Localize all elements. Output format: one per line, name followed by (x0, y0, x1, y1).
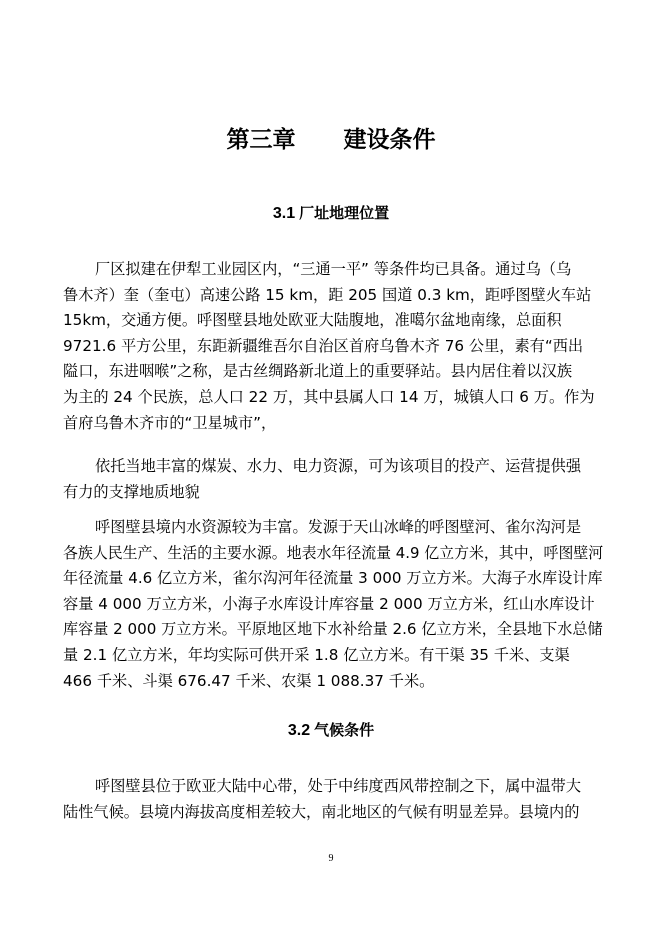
page-number: 9 (328, 853, 334, 864)
text-line: 依托当地丰富的煤炭、水力、电力资源，可为该项目的投产、运营提供强 (95, 457, 581, 475)
paragraph-water-resources (63, 515, 603, 694)
text-line: 为主的 24 个民族，总人口 22 万，其中县属人口 14 万，城镇人口 6 万。作为 (63, 387, 595, 406)
text-line: 量 2.1 亿立方米，年均实际可供开采 1.8 亿立方米。有干渠 35 千米、支渠 (63, 645, 570, 664)
paragraph-climate (63, 774, 603, 825)
section-number: 3.1 (272, 205, 296, 222)
text-line: 9721.6 平方公里，东距新疆维吾尔自治区首府乌鲁木齐 76 公里，素有“西出 (63, 336, 584, 355)
paragraph-site-location (63, 257, 603, 436)
text-line: 容量 4 000 万立方米，小海子水库设计库容量 2 000 万立方米，红山水库设计 (63, 594, 595, 613)
text-line: 466 千米、斗渠 676.47 千米、农渠 1 088.37 千米。 (63, 671, 435, 690)
text-line: 首府乌鲁木齐市的“卫星城市”， (63, 413, 277, 432)
section-number: 3.2 (287, 722, 311, 739)
section-heading-3-2 (0, 719, 662, 742)
text-line: 年径流量 4.6 亿立方米，雀尔沟河年径流量 3 000 万立方米。大海子水库设计库 (63, 569, 603, 588)
chapter-title: 第三章 建设条件 (226, 127, 436, 153)
text-line: 厂区拟建在伊犁工业园区内，“三通一平” 等条件均已具备。通过乌（乌 (95, 260, 572, 278)
text-line: 隘口，东进咽喉”之称，是古丝绸路新北道上的重要驿站。县内居住着以汉族 (63, 362, 573, 381)
text-line: 各族人民生产、生活的主要水源。地表水年径流量 4.9 亿立方米，其中，呼图壁河 (63, 543, 603, 562)
text-line: 15km，交通方便。呼图壁县地处欧亚大陆腹地，准噶尔盆地南缘，总面积 (63, 311, 562, 330)
text-line: 有力的支撑地质地貌 (63, 482, 200, 501)
text-line: 呼图壁县位于欧亚大陆中心带，处于中纬度西风带控制之下，属中温带大 (95, 777, 581, 795)
text-line: 库容量 2 000 万立方米。平原地区地下水补给量 2.6 亿立方米，全县地下水总储 (63, 620, 603, 639)
section-title: 气候条件 (314, 721, 375, 739)
text-line: 陆性气候。县境内海拔高度相差较大，南北地区的气候有明显差异。县境内的 (63, 802, 580, 821)
section-heading-3-1 (0, 202, 662, 225)
text-line: 呼图壁县境内水资源较为丰富。发源于天山冰峰的呼图壁河、雀尔沟河是 (95, 518, 581, 536)
section-title: 厂址地理位置 (299, 204, 390, 222)
text-line: 鲁木齐）奎（奎屯）高速公路 15 km，距 205 国道 0.3 km，距呼图壁火车站 (63, 285, 592, 304)
paragraph-resources (63, 454, 603, 505)
